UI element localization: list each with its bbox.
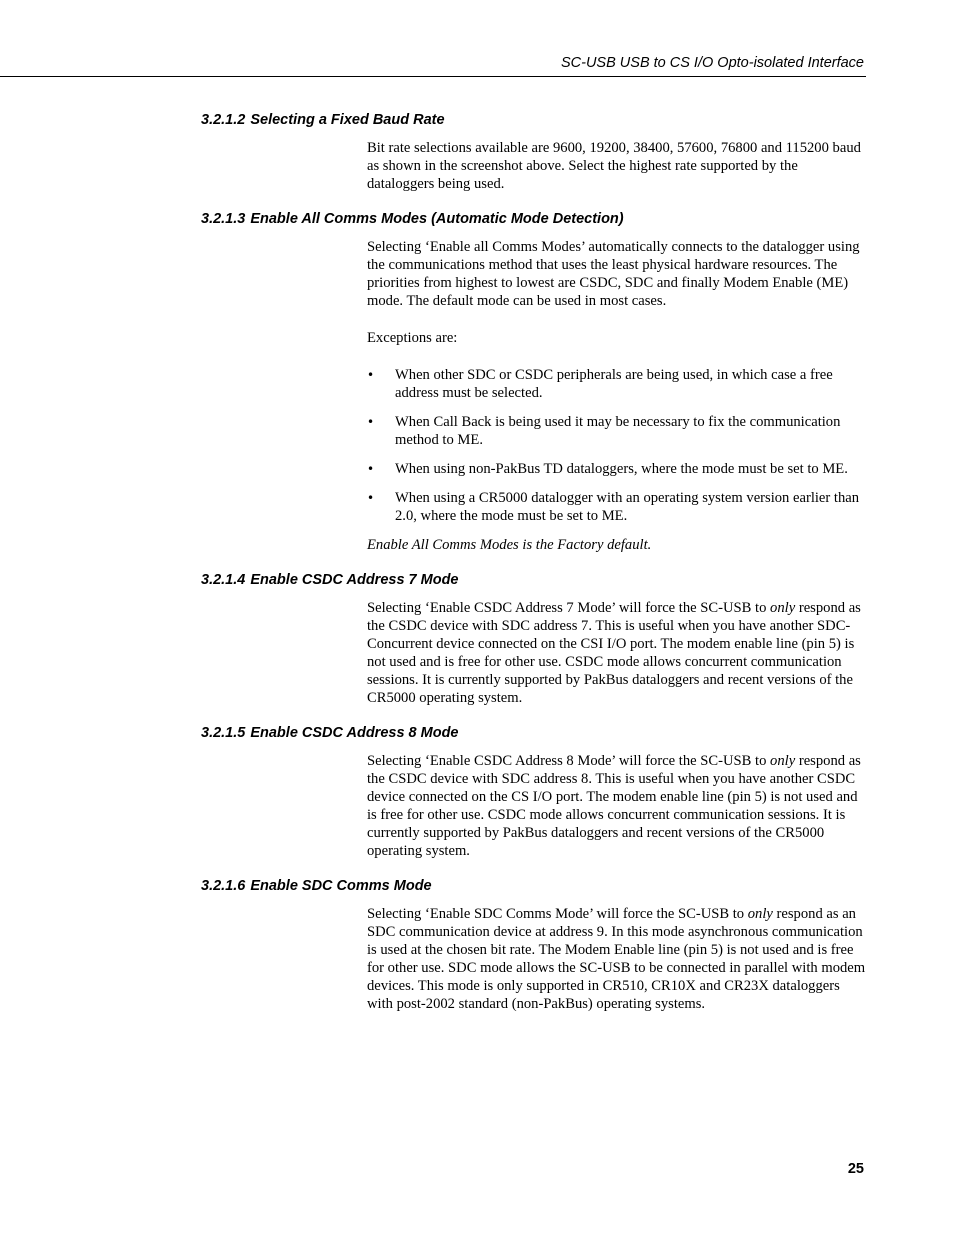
page-number: 25	[847, 1161, 864, 1177]
bullet-icon: •	[367, 462, 375, 476]
section-number: 3.2.1.2	[201, 112, 246, 128]
emphasis-text: only	[747, 906, 773, 922]
list-item-text: When Call Back is being used it may be necessary to fix the communication method to ME.	[395, 414, 841, 448]
section-title: Enable SDC Comms Mode	[250, 878, 432, 894]
paragraph-text: Selecting ‘Enable SDC Comms Mode’ will force the SC-USB to	[367, 906, 748, 922]
bullet-icon: •	[367, 368, 375, 382]
list-item-text: When other SDC or CSDC peripherals are being used, in which case a free address must be selected.	[395, 367, 833, 401]
bullet-icon: •	[367, 415, 375, 429]
section-heading	[201, 725, 954, 742]
section-number: 3.2.1.4	[201, 572, 246, 588]
section-csdc-address-8	[0, 725, 954, 860]
list-item	[367, 489, 867, 525]
factory-default-note: Enable All Comms Modes is the Factory default.	[367, 537, 652, 553]
page-content	[0, 112, 954, 1031]
section-title: Enable All Comms Modes (Automatic Mode Detection)	[250, 211, 624, 227]
list-item-text: When using a CR5000 datalogger with an operating system version earlier than 2.0, where the mode must be set to ME.	[395, 490, 860, 524]
emphasis-text: only	[770, 753, 796, 769]
list-item	[367, 366, 867, 402]
section-number: 3.2.1.3	[201, 211, 246, 227]
emphasis-text: only	[770, 600, 796, 616]
paragraph-text: Selecting ‘Enable CSDC Address 8 Mode’ will force the SC-USB to	[367, 753, 771, 769]
section-paragraph: Bit rate selections available are 9600, 19200, 38400, 57600, 76800 and 115200 baud as shown in the screenshot above. Select the highest rate supported by the dataloggers being used.	[367, 140, 861, 192]
bullet-icon: •	[367, 491, 375, 505]
section-title: Enable CSDC Address 7 Mode	[250, 572, 459, 588]
paragraph-text: Selecting ‘Enable CSDC Address 7 Mode’ will force the SC-USB to	[367, 600, 771, 616]
section-paragraph	[367, 599, 867, 707]
list-item	[367, 413, 867, 449]
section-heading	[201, 112, 954, 129]
exceptions-list	[367, 366, 867, 525]
header-rule	[0, 76, 866, 77]
section-csdc-address-7	[0, 572, 954, 707]
paragraph-text: respond as the CSDC device with SDC address 7. This is useful when you have another SDC-Concurrent device connected on the CSI I/O port. The modem enable line (pin 5) is not used and is free for other use. CSDC mode allows concurrent communication sessions. It is currently supported by PakBus dataloggers and recent versions of the CR5000 operating system.	[367, 600, 861, 706]
section-enable-all-comms	[0, 211, 954, 554]
section-sdc-comms-mode	[0, 878, 954, 1013]
section-fixed-baud-rate	[0, 112, 954, 193]
section-paragraph	[367, 752, 867, 860]
running-header: SC-USB USB to CS I/O Opto-isolated Interface	[560, 55, 864, 71]
section-heading	[201, 211, 954, 228]
section-title: Enable CSDC Address 8 Mode	[250, 725, 459, 741]
list-item	[367, 460, 867, 478]
section-paragraph: Selecting ‘Enable all Comms Modes’ automatically connects to the datalogger using the communications method that uses the least physical hardware resources. The priorities from highest to lowest are CSDC, SDC and finally Modem Enable (ME) mode. The default mode can be used in most cases.	[367, 239, 860, 309]
paragraph-text: respond as an SDC communication device at address 9. In this mode asynchronous communication is used at the chosen bit rate. The Modem Enable line (pin 5) is not used and is free for other use. SDC mode allows the SC-USB to be connected in parallel with modem devices. This mode is only supported in CR510, CR10X and CR23X dataloggers with post-2002 standard (non-PakBus) operating systems.	[367, 906, 866, 1012]
section-title: Selecting a Fixed Baud Rate	[250, 112, 445, 128]
section-heading	[201, 572, 954, 589]
list-item-text: When using non-PakBus TD dataloggers, where the mode must be set to ME.	[395, 461, 848, 477]
section-heading	[201, 878, 954, 895]
section-number: 3.2.1.5	[201, 725, 246, 741]
section-number: 3.2.1.6	[201, 878, 246, 894]
section-paragraph	[367, 905, 867, 1013]
paragraph-text: respond as the CSDC device with SDC address 8. This is useful when you have another CSDC device connected on the CS I/O port. The modem enable line (pin 5) is not used and is free for other use. CSDC mode allows concurrent communication sessions. It is currently supported by PakBus dataloggers and recent versions of the CR5000 operating system.	[367, 753, 861, 859]
exceptions-intro: Exceptions are:	[367, 330, 458, 346]
